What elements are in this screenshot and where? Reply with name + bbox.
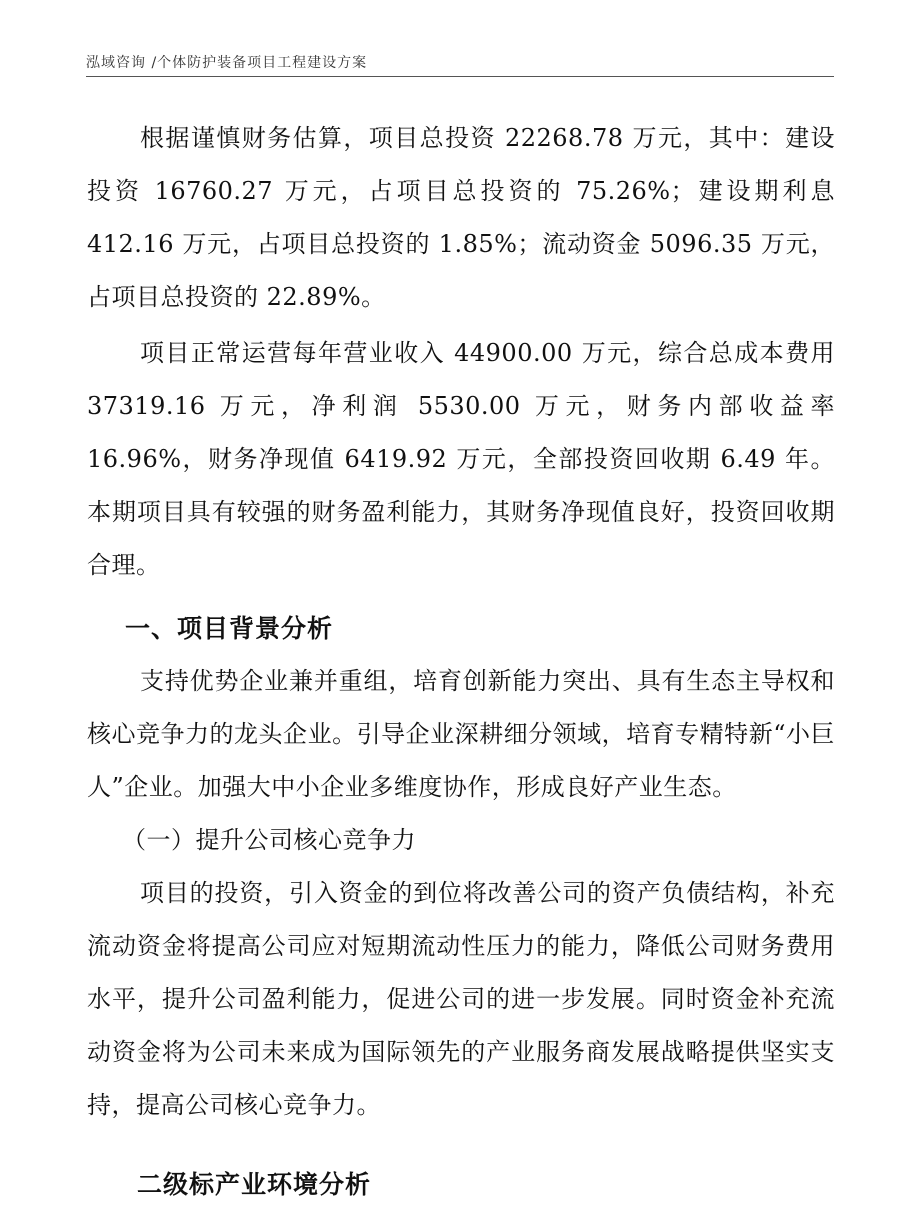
document-body	[87, 112, 835, 1211]
paragraph-competitiveness: 项目的投资，引入资金的到位将改善公司的资产负债结构，补充流动资金将提高公司应对短期流动性压力的能力，降低公司财务费用水平，提升公司盈利能力，促进公司的进一步发展。同时资金补充流动资金将为公司未来成为国际领先的产业服务商发展战略提供坚实支持，提高公司核心竞争力。	[87, 879, 835, 1119]
section-heading-industry: 二级标产业环境分析	[137, 1170, 372, 1199]
paragraph-operating-results: 项目正常运营每年营业收入 44900.00 万元，综合总成本费用 37319.16 万元，净利润 5530.00 万元，财务内部收益率 16.96%，财务净现值 6419.92 万元，全部投资回收期 6.49 年。本期项目具有较强的财务盈利能力，其财务净现值良好，投资回收期合理。	[87, 339, 835, 579]
paragraph-background: 支持优势企业兼并重组，培育创新能力突出、具有生态主导权和核心竞争力的龙头企业。引导企业深耕细分领域，培育专精特新“小巨人”企业。加强大中小企业多维度协作，形成良好产业生态。	[87, 667, 835, 801]
subsection-heading-competitiveness: （一）提升公司核心竞争力	[122, 826, 416, 854]
page-header: 泓域咨询 /个体防护装备项目工程建设方案	[86, 55, 368, 71]
paragraph-investment-summary: 根据谨慎财务估算，项目总投资 22268.78 万元，其中：建设投资 16760.27 万元，占项目总投资的 75.26%；建设期利息 412.16 万元，占项目总投资的 1.85%；流动资金 5096.35 万元，占项目总投资的 22.89%。	[87, 124, 835, 311]
section-heading-background: 一、项目背景分析	[125, 614, 334, 643]
header-divider	[86, 76, 834, 77]
